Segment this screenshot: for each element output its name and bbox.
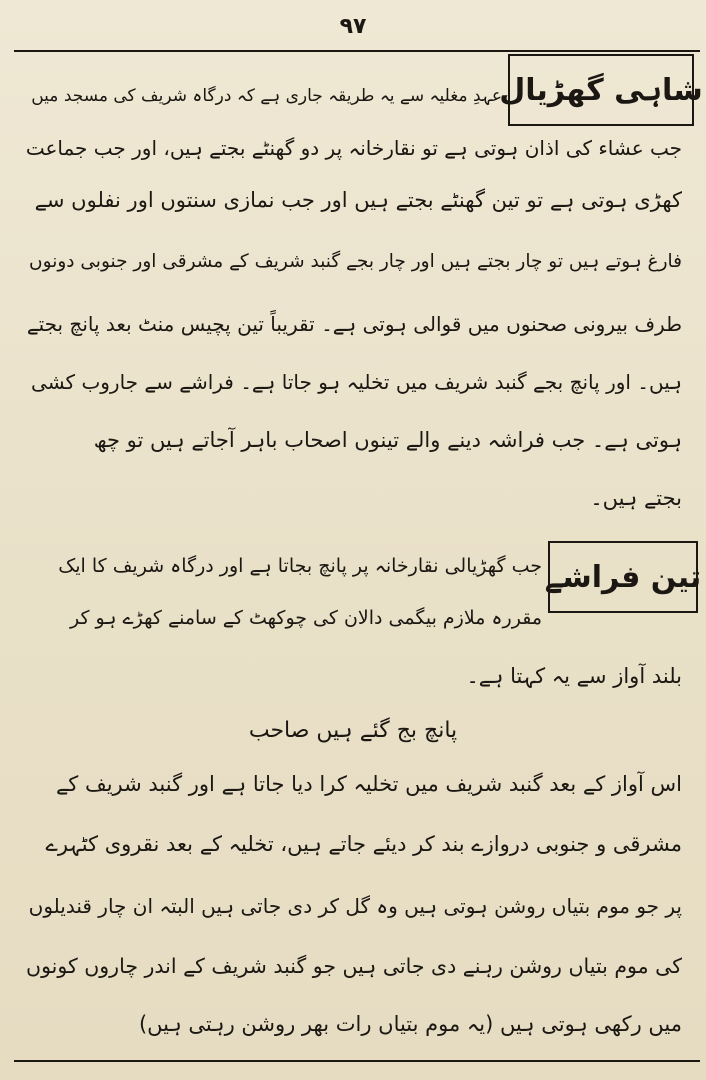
paragraph-line: عہدِ مغلیہ سے یہ طریقہ جاری ہے کہ درگاہ شریف کی مسجد میں — [31, 86, 502, 106]
announcement-line: پانچ بج گئے ہیں صاحب — [248, 718, 458, 743]
paragraph-line: فارغ ہوتے ہیں تو چار بجتے ہیں اور چار بجے گنبد شریف کے مشرقی اور جنوبی دونوں — [29, 251, 682, 272]
top-rule — [14, 50, 700, 52]
section-heading-box-shahi-gharyal — [499, 54, 703, 126]
paragraph-line: کھڑی ہوتی ہے تو تین گھنٹے بجتے ہیں اور جب نمازی سنتوں اور نفلوں سے — [34, 188, 682, 212]
paragraph-line: بلند آواز سے یہ کہتا ہے۔ — [466, 664, 682, 688]
paragraph-line: ہوتی ہے۔ جب فراشہ دینے والے تینوں اصحاب باہر آجاتے ہیں تو چھ — [93, 428, 682, 452]
page-number: ۹۷ — [339, 14, 367, 39]
paragraph-line: بجتے ہیں۔ — [590, 486, 682, 510]
paragraph-line: مقررہ ملازم بیگمی دالان کی چوکھٹ کے سامنے کھڑے ہو کر — [69, 607, 542, 629]
paragraph-line: جب گھڑیالی نقارخانہ پر پانچ بجاتا ہے اور درگاہ شریف کا ایک — [58, 555, 542, 577]
paragraph-line: پر جو موم بتیاں روشن ہوتی ہیں وہ گل کر دی جاتی ہیں البتہ ان چار قندیلوں — [28, 894, 682, 918]
paragraph-line: ہیں۔ اور پانچ بجے گنبد شریف میں تخلیہ ہو جاتا ہے۔ فراشے سے جاروب کشی — [31, 370, 682, 394]
paragraph-line: طرف بیرونی صحنوں میں قوالی ہوتی ہے۔ تقریباً تین پچیس منٹ بعد پانچ بجتے — [26, 312, 682, 336]
section-heading-teen-farashe: تین فراشے — [544, 559, 702, 595]
paragraph-line: مشرقی و جنوبی دروازے بند کر دیئے جاتے ہیں، تخلیہ کے بعد نقروی کٹہرے — [45, 832, 682, 856]
paragraph-line: کی موم بتیاں روشن رہنے دی جاتی ہیں جو گنبد شریف کے اندر چاروں کونوں — [26, 954, 682, 978]
paragraph-line: میں رکھی ہوتی ہیں (یہ موم بتیاں رات بھر روشن رہتی ہیں) — [138, 1012, 682, 1036]
paragraph-line: اس آواز کے بعد گنبد شریف میں تخلیہ کرا دیا جاتا ہے اور گنبد شریف کے — [55, 772, 682, 796]
bottom-rule — [14, 1060, 700, 1062]
section-heading-shahi-gharyal: شاہی گھڑیال — [499, 72, 703, 108]
section-heading-box-teen-farashe — [544, 541, 702, 613]
paragraph-line: جب عشاء کی اذان ہوتی ہے تو نقارخانہ پر دو گھنٹے بجتے ہیں، اور جب جماعت — [25, 136, 682, 160]
